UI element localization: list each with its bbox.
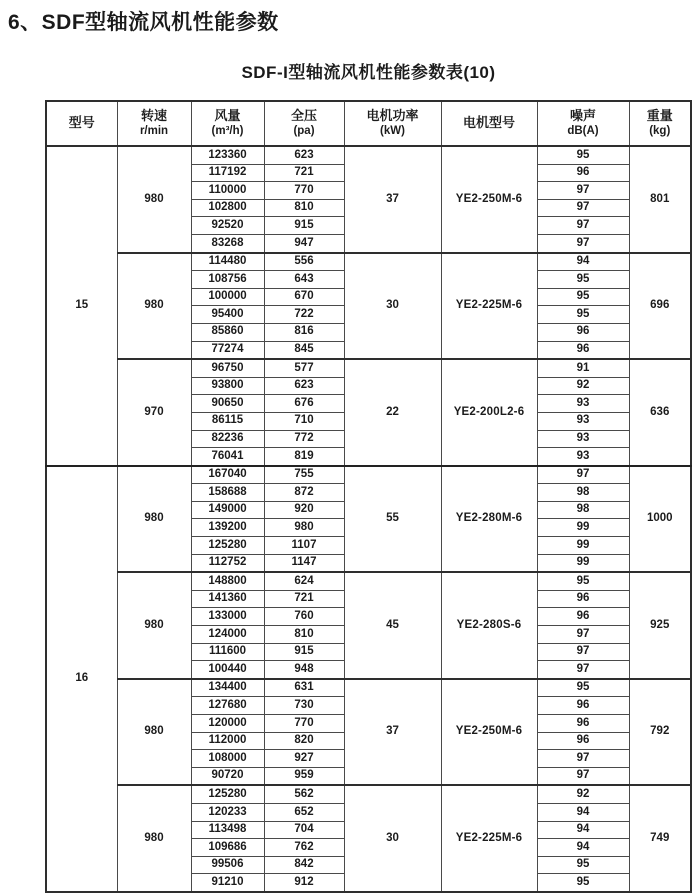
pressure-cell: 670 <box>264 288 344 306</box>
header-unit: dB(A) <box>567 125 599 138</box>
col-header-noise <box>537 101 629 146</box>
flow-cell: 141360 <box>191 590 264 608</box>
speed-cell: 980 <box>117 785 191 892</box>
weight-cell: 792 <box>629 679 691 786</box>
pressure-cell: 760 <box>264 608 344 626</box>
flow-cell: 102800 <box>191 199 264 217</box>
flow-cell: 92520 <box>191 217 264 235</box>
flow-cell: 108756 <box>191 271 264 289</box>
noise-cell: 91 <box>537 359 629 377</box>
pressure-cell: 722 <box>264 306 344 324</box>
pressure-cell: 920 <box>264 501 344 519</box>
table-header <box>46 101 691 146</box>
noise-cell: 95 <box>537 306 629 324</box>
weight-cell: 636 <box>629 359 691 466</box>
noise-cell: 93 <box>537 430 629 448</box>
flow-cell: 124000 <box>191 626 264 644</box>
flow-cell: 91210 <box>191 874 264 892</box>
noise-cell: 96 <box>537 715 629 733</box>
model-cell: 15 <box>46 146 117 466</box>
header-label: 转速 <box>140 108 167 124</box>
power-cell: 55 <box>344 466 441 573</box>
motor-cell: YE2-250M-6 <box>441 679 537 786</box>
noise-cell: 99 <box>537 519 629 537</box>
pressure-cell: 730 <box>264 697 344 715</box>
pressure-cell: 556 <box>264 253 344 271</box>
speed-cell: 980 <box>117 679 191 786</box>
pressure-cell: 1147 <box>264 554 344 572</box>
flow-cell: 111600 <box>191 643 264 661</box>
weight-cell: 696 <box>629 253 691 360</box>
noise-cell: 97 <box>537 661 629 679</box>
pressure-cell: 762 <box>264 839 344 857</box>
flow-cell: 110000 <box>191 182 264 200</box>
noise-cell: 92 <box>537 785 629 803</box>
table-row <box>46 253 691 271</box>
pressure-cell: 1107 <box>264 537 344 555</box>
pressure-cell: 562 <box>264 785 344 803</box>
noise-cell: 97 <box>537 199 629 217</box>
pressure-cell: 652 <box>264 803 344 821</box>
noise-cell: 96 <box>537 341 629 359</box>
speed-cell: 970 <box>117 359 191 466</box>
speed-cell: 980 <box>117 466 191 573</box>
header-label: 电机功率 <box>366 108 419 124</box>
flow-cell: 83268 <box>191 234 264 252</box>
pressure-cell: 915 <box>264 643 344 661</box>
pressure-cell: 624 <box>264 572 344 590</box>
noise-cell: 95 <box>537 679 629 697</box>
col-header-airflow <box>191 101 264 146</box>
pressure-cell: 980 <box>264 519 344 537</box>
noise-cell: 94 <box>537 803 629 821</box>
noise-cell: 95 <box>537 856 629 874</box>
page-title: 6、SDF型轴流风机性能参数 <box>8 11 279 34</box>
header-unit: (kW) <box>380 125 405 138</box>
pressure-cell: 577 <box>264 359 344 377</box>
motor-cell: YE2-280M-6 <box>441 466 537 573</box>
header-label: 噪声 <box>569 108 596 124</box>
table-row <box>46 359 691 377</box>
motor-cell: YE2-280S-6 <box>441 572 537 679</box>
flow-cell: 112752 <box>191 554 264 572</box>
noise-cell: 96 <box>537 697 629 715</box>
noise-cell: 97 <box>537 626 629 644</box>
power-cell: 22 <box>344 359 441 466</box>
model-cell: 16 <box>46 466 117 892</box>
noise-cell: 93 <box>537 395 629 413</box>
noise-cell: 96 <box>537 590 629 608</box>
noise-cell: 97 <box>537 750 629 768</box>
weight-cell: 925 <box>629 572 691 679</box>
header-label: 风量 <box>214 108 241 124</box>
weight-cell: 801 <box>629 146 691 253</box>
pressure-cell: 959 <box>264 767 344 785</box>
pressure-cell: 676 <box>264 395 344 413</box>
noise-cell: 96 <box>537 608 629 626</box>
flow-cell: 93800 <box>191 377 264 395</box>
flow-cell: 167040 <box>191 466 264 484</box>
motor-cell: YE2-200L2-6 <box>441 359 537 466</box>
weight-cell: 749 <box>629 785 691 892</box>
flow-cell: 76041 <box>191 448 264 466</box>
speed-cell: 980 <box>117 146 191 253</box>
pressure-cell: 819 <box>264 448 344 466</box>
power-cell: 37 <box>344 146 441 253</box>
pressure-cell: 631 <box>264 679 344 697</box>
col-header-model <box>46 101 117 146</box>
col-header-motor-power <box>344 101 441 146</box>
flow-cell: 99506 <box>191 856 264 874</box>
flow-cell: 139200 <box>191 519 264 537</box>
flow-cell: 85860 <box>191 323 264 341</box>
flow-cell: 127680 <box>191 697 264 715</box>
noise-cell: 95 <box>537 271 629 289</box>
motor-cell: YE2-225M-6 <box>441 785 537 892</box>
flow-cell: 82236 <box>191 430 264 448</box>
motor-cell: YE2-250M-6 <box>441 146 537 253</box>
flow-cell: 112000 <box>191 732 264 750</box>
col-header-speed <box>117 101 191 146</box>
pressure-cell: 623 <box>264 146 344 164</box>
flow-cell: 95400 <box>191 306 264 324</box>
col-header-motor-model <box>441 101 537 146</box>
flow-cell: 77274 <box>191 341 264 359</box>
pressure-cell: 623 <box>264 377 344 395</box>
flow-cell: 158688 <box>191 484 264 502</box>
power-cell: 30 <box>344 785 441 892</box>
power-cell: 45 <box>344 572 441 679</box>
noise-cell: 97 <box>537 217 629 235</box>
noise-cell: 98 <box>537 484 629 502</box>
noise-cell: 97 <box>537 643 629 661</box>
pressure-cell: 755 <box>264 466 344 484</box>
pressure-cell: 947 <box>264 234 344 252</box>
flow-cell: 117192 <box>191 164 264 182</box>
pressure-cell: 915 <box>264 217 344 235</box>
pressure-cell: 820 <box>264 732 344 750</box>
speed-cell: 980 <box>117 253 191 360</box>
pressure-cell: 704 <box>264 821 344 839</box>
pressure-cell: 770 <box>264 715 344 733</box>
flow-cell: 113498 <box>191 821 264 839</box>
header-row <box>46 101 691 146</box>
noise-cell: 95 <box>537 874 629 892</box>
flow-cell: 125280 <box>191 537 264 555</box>
flow-cell: 90720 <box>191 767 264 785</box>
header-label: 电机型号 <box>462 115 515 131</box>
header-unit: r/min <box>139 125 169 138</box>
flow-cell: 100440 <box>191 661 264 679</box>
header-unit: (m³/h) <box>211 125 244 138</box>
table-title: SDF-I型轴流风机性能参数表(10) <box>241 63 496 82</box>
flow-cell: 123360 <box>191 146 264 164</box>
noise-cell: 94 <box>537 253 629 271</box>
motor-cell: YE2-225M-6 <box>441 253 537 360</box>
flow-cell: 133000 <box>191 608 264 626</box>
weight-cell: 1000 <box>629 466 691 573</box>
header-unit: (pa) <box>293 125 315 138</box>
flow-cell: 148800 <box>191 572 264 590</box>
pressure-cell: 816 <box>264 323 344 341</box>
noise-cell: 96 <box>537 732 629 750</box>
flow-cell: 120000 <box>191 715 264 733</box>
noise-cell: 97 <box>537 767 629 785</box>
power-cell: 37 <box>344 679 441 786</box>
noise-cell: 99 <box>537 537 629 555</box>
table-row <box>46 785 691 803</box>
noise-cell: 94 <box>537 821 629 839</box>
noise-cell: 95 <box>537 146 629 164</box>
pressure-cell: 872 <box>264 484 344 502</box>
flow-cell: 125280 <box>191 785 264 803</box>
noise-cell: 93 <box>537 448 629 466</box>
noise-cell: 95 <box>537 288 629 306</box>
noise-cell: 99 <box>537 554 629 572</box>
table-row <box>46 572 691 590</box>
flow-cell: 108000 <box>191 750 264 768</box>
pressure-cell: 845 <box>264 341 344 359</box>
speed-cell: 980 <box>117 572 191 679</box>
flow-cell: 90650 <box>191 395 264 413</box>
noise-cell: 96 <box>537 323 629 341</box>
fan-table-body <box>46 146 691 892</box>
header-label: 全压 <box>290 108 317 124</box>
noise-cell: 98 <box>537 501 629 519</box>
flow-cell: 134400 <box>191 679 264 697</box>
table-row <box>46 146 691 164</box>
pressure-cell: 810 <box>264 626 344 644</box>
pressure-cell: 770 <box>264 182 344 200</box>
header-unit: (kg) <box>649 125 671 138</box>
pressure-cell: 948 <box>264 661 344 679</box>
flow-cell: 109686 <box>191 839 264 857</box>
noise-cell: 92 <box>537 377 629 395</box>
noise-cell: 96 <box>537 164 629 182</box>
power-cell: 30 <box>344 253 441 360</box>
pressure-cell: 721 <box>264 590 344 608</box>
pressure-cell: 710 <box>264 412 344 430</box>
pressure-cell: 721 <box>264 164 344 182</box>
fan-performance-table <box>45 100 692 893</box>
flow-cell: 96750 <box>191 359 264 377</box>
col-header-weight <box>629 101 691 146</box>
noise-cell: 93 <box>537 412 629 430</box>
flow-cell: 114480 <box>191 253 264 271</box>
pressure-cell: 772 <box>264 430 344 448</box>
header-label: 型号 <box>68 115 95 131</box>
pressure-cell: 842 <box>264 856 344 874</box>
pressure-cell: 912 <box>264 874 344 892</box>
pressure-cell: 927 <box>264 750 344 768</box>
table-row <box>46 466 691 484</box>
flow-cell: 120233 <box>191 803 264 821</box>
pressure-cell: 643 <box>264 271 344 289</box>
flow-cell: 86115 <box>191 412 264 430</box>
noise-cell: 94 <box>537 839 629 857</box>
noise-cell: 97 <box>537 234 629 252</box>
table-row <box>46 679 691 697</box>
noise-cell: 97 <box>537 182 629 200</box>
noise-cell: 95 <box>537 572 629 590</box>
pressure-cell: 810 <box>264 199 344 217</box>
flow-cell: 149000 <box>191 501 264 519</box>
col-header-pressure <box>264 101 344 146</box>
header-label: 重量 <box>646 108 673 124</box>
flow-cell: 100000 <box>191 288 264 306</box>
noise-cell: 97 <box>537 466 629 484</box>
